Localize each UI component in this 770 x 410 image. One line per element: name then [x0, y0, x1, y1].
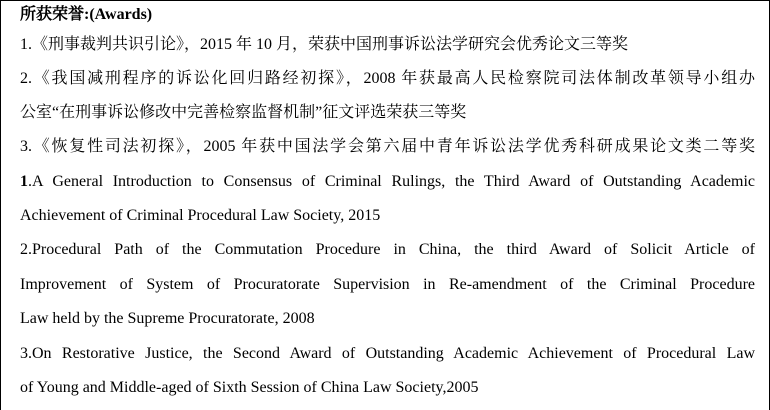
zh-award-2-line-2: 公室“在刑事诉讼修改中完善检察监督机制”征文评选荣获三等奖 [20, 104, 467, 121]
zh-award-1: 1.《刑事裁判共识引论》，2015 年 10 月，荣获中国刑事诉讼法学研究会优秀论文三等奖 [20, 36, 629, 53]
en-award-1-text: .A General Introduction to Consensus of Criminal Rulings, the Third Award of Outstanding Academic [28, 173, 755, 190]
zh-award-2-line-1: 2.《我国减刑程序的诉讼化回归路经初探》，2008 年获最高人民检察院司法体制改革领导小组办 [20, 70, 755, 87]
en-award-2-line-1: 2.Procedural Path of the Commutation Procedure in China, the third Award of Solicit Article of [20, 241, 755, 258]
en-award-1-line-2: Achievement of Criminal Procedural Law Society, 2015 [20, 207, 381, 224]
en-award-1-number: 1 [20, 173, 28, 190]
zh-award-3: 3.《恢复性司法初探》，2005 年获中国法学会第六届中青年诉讼法学优秀科研成果论文类二等奖 [20, 138, 755, 155]
en-award-2-line-3: Law held by the Supreme Procuratorate, 2008 [20, 310, 315, 327]
en-award-1-line-1 [20, 172, 755, 192]
section-heading: 所获荣誉:(Awards) [20, 6, 153, 23]
en-award-3-line-2: of Young and Middle-aged of Sixth Session of China Law Society,2005 [20, 379, 479, 396]
en-award-2-line-2: Improvement of System of Procuratorate Supervision in Re-amendment of the Criminal Procedure [20, 276, 755, 293]
en-award-3-line-1: 3.On Restorative Justice, the Second Award of Outstanding Academic Achievement of Procedural Law [20, 345, 755, 362]
